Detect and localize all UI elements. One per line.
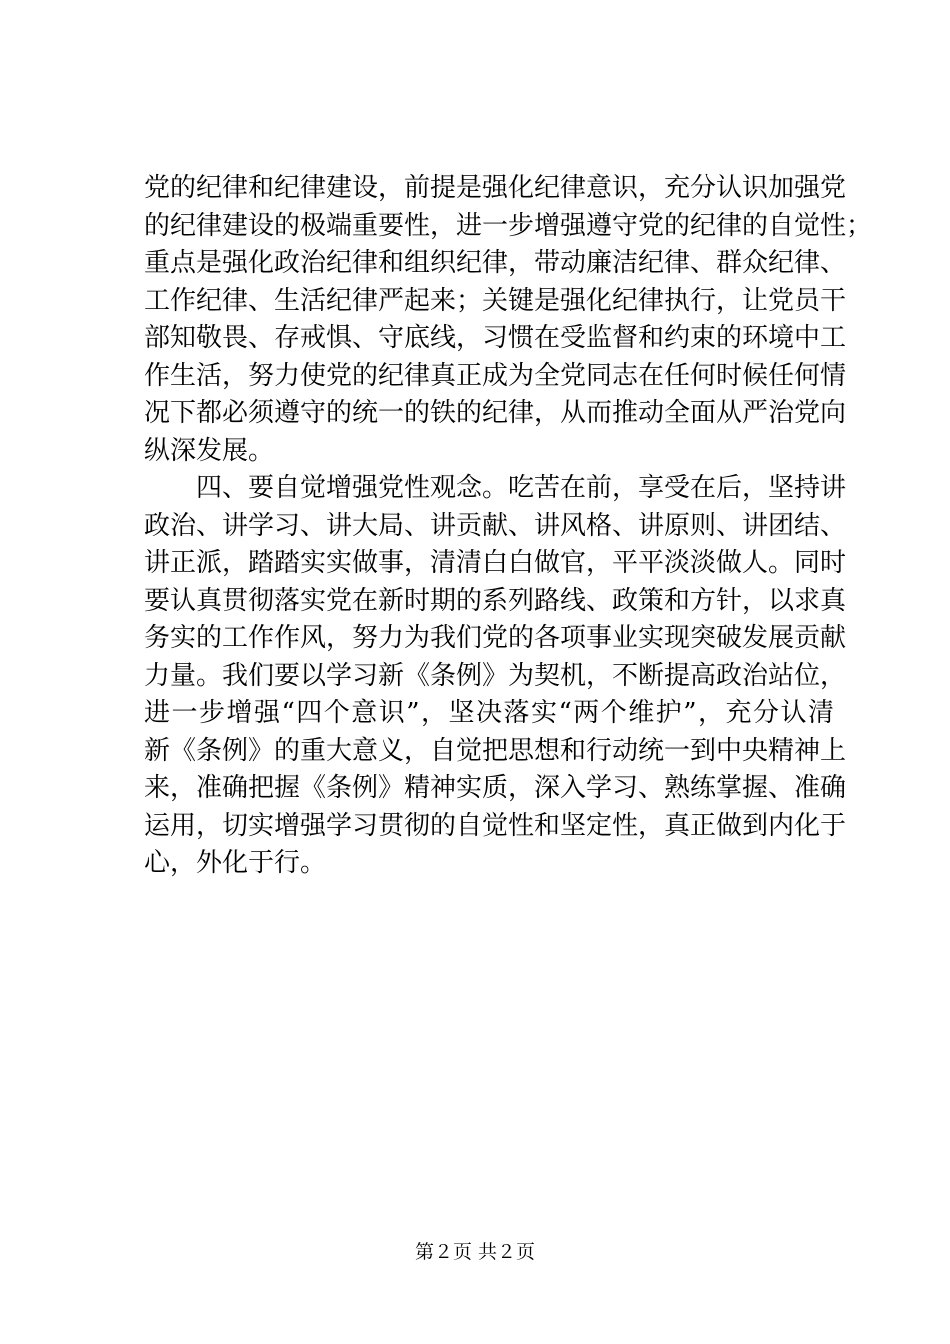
document-body (144, 170, 873, 883)
page-number-footer: 第２页 共２页 (414, 1241, 536, 1263)
text-line: 政治、讲学习、讲大局、讲贡献、讲风格、讲原则、讲团结、 (144, 510, 847, 541)
text-line: 况下都必须遵守的统一的铁的纪律，从而推动全面从严治党向 (144, 398, 847, 428)
text-line: 心，外化于行。 (144, 848, 327, 878)
text-line: 党的纪律和纪律建设，前提是强化纪律意识，充分认识加强党 (144, 173, 847, 203)
text-line: 作生活，努力使党的纪律真正成为全党同志在任何时候任何情 (144, 360, 847, 391)
text-line: 务实的工作作风，努力为我们党的各项事业实现突破发展贡献 (144, 623, 847, 653)
text-line: 要认真贯彻落实党在新时期的系列路线、政策和方针，以求真 (144, 585, 847, 616)
text-line: 进一步增强“四个意识”，坚决落实“两个维护”，充分认清 (144, 698, 834, 728)
text-line: 四、要自觉增强党性观念。吃苦在前，享受在后，坚持讲 (144, 473, 847, 503)
text-line: 工作纪律、生活纪律严起来；关键是强化纪律执行，让党员干 (144, 285, 847, 316)
text-line: 新《条例》的重大意义，自觉把思想和行动统一到中央精神上 (144, 735, 847, 766)
text-line: 的纪律建设的极端重要性，进一步增强遵守党的纪律的自觉性； (144, 210, 873, 241)
text-line: 来，准确把握《条例》精神实质，深入学习、熟练掌握、准确 (144, 773, 847, 803)
text-line: 力量。我们要以学习新《条例》为契机，不断提高政治站位， (144, 660, 847, 691)
text-line: 重点是强化政治纪律和组织纪律，带动廉洁纪律、群众纪律、 (144, 248, 847, 278)
text-line: 部知敬畏、存戒惧、守底线，习惯在受监督和约束的环境中工 (144, 323, 847, 353)
text-line: 纵深发展。 (144, 435, 275, 466)
text-line: 讲正派，踏踏实实做事，清清白白做官，平平淡淡做人。同时 (144, 548, 847, 578)
text-line: 运用，切实增强学习贯彻的自觉性和坚定性，真正做到内化于 (144, 810, 847, 841)
